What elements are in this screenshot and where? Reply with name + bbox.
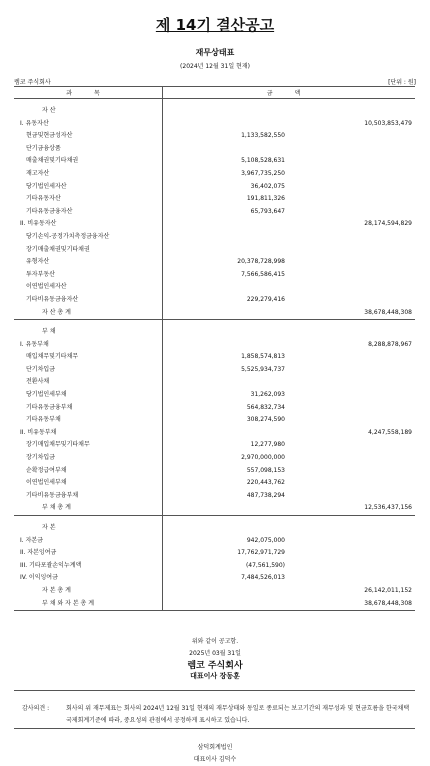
- row-label: 순확정급여부채: [26, 466, 67, 474]
- unit-label: [단위 : 원]: [388, 79, 416, 86]
- total-label: 부 채 총 계: [42, 504, 71, 512]
- audit-ceo: 대표이사 김덕수: [193, 756, 237, 763]
- table-row: [14, 535, 415, 548]
- section-heading: [14, 522, 415, 535]
- total-label: 자 산 총 계: [42, 308, 71, 316]
- footer-company: 렘코 주식회사: [187, 661, 243, 671]
- table-row: [14, 130, 415, 143]
- row-label: I. 유동자산: [20, 119, 49, 127]
- page-title: 제 14기 결산공고: [155, 16, 275, 34]
- row-sub-amount: 1,858,574,813: [241, 353, 285, 361]
- table-row: [14, 168, 415, 181]
- grand-total-row: [14, 598, 415, 611]
- table-row: [14, 118, 415, 131]
- total-value: 38,678,448,308: [364, 308, 412, 316]
- row-label: 당기손익-공정가치측정금융자산: [26, 232, 110, 240]
- row-total-amount: 28,174,594,829: [364, 220, 412, 228]
- grand-total-value: 38,678,448,308: [364, 599, 412, 607]
- row-label: 이연법인세부채: [26, 479, 67, 487]
- row-label: IV. 이익잉여금: [20, 574, 58, 582]
- table-row: [14, 560, 415, 573]
- table-row: [14, 389, 415, 402]
- row-label: I. 자본금: [20, 536, 43, 544]
- table-row: [14, 414, 415, 427]
- assets-section: [14, 99, 415, 320]
- audit-divider-top: [14, 690, 415, 691]
- row-label: 단기금융상품: [26, 144, 61, 152]
- equity-section: [14, 516, 415, 610]
- table-row: [14, 256, 415, 269]
- footer-ceo: 대표이사 장동훈: [190, 672, 240, 680]
- notice-date: 2025년 03월 31일: [189, 650, 241, 657]
- row-label: 투자부동산: [26, 270, 55, 278]
- audit-divider-bottom: [14, 728, 415, 729]
- row-total-amount: 10,503,853,479: [364, 119, 412, 127]
- row-sub-amount: 31,262,093: [250, 391, 285, 399]
- row-label: II. 자본잉여금: [20, 549, 57, 557]
- section-title: 부 채: [42, 328, 56, 336]
- table-header: [14, 87, 415, 99]
- table-row: [14, 206, 415, 219]
- audit-opinion: 회사의 위 재무제표는 회사의 2024년 12월 31일 현재의 재무상태와 동일로 종료되는 보고기간의 재무성과 및 현금흐름을 한국채택국제회계기준에 따라, 중요성의 관점에서 공정하게 표시하고 있습니다.: [66, 705, 410, 724]
- row-sub-amount: 5,108,528,631: [241, 157, 285, 165]
- row-label: 당기법인세자산: [26, 182, 67, 190]
- total-row: [14, 307, 415, 320]
- row-label: 단기차입금: [26, 365, 55, 373]
- row-label: 기타유동금융자산: [26, 207, 73, 215]
- row-total-amount: 4,247,558,189: [368, 428, 412, 436]
- table-row: [14, 155, 415, 168]
- row-label: 장기매입채무및기타채무: [26, 441, 90, 449]
- company-name: 렘코 주식회사: [14, 79, 51, 86]
- notice-text: 위와 같이 공고함.: [191, 638, 239, 645]
- total-row: [14, 585, 415, 598]
- table-row: [14, 294, 415, 307]
- row-sub-amount: 2,970,000,000: [241, 454, 285, 462]
- row-label: 기타비유동금융자산: [26, 295, 79, 303]
- table-row: [14, 218, 415, 231]
- row-label: 기타비유동금융부채: [26, 491, 79, 499]
- row-label: 기타유동금융부채: [26, 403, 73, 411]
- row-label: 현금및현금성자산: [26, 132, 73, 140]
- row-sub-amount: 5,525,934,737: [241, 365, 285, 373]
- table-row: [14, 547, 415, 560]
- header-account: 과 목: [66, 90, 110, 97]
- row-sub-amount: 36,402,075: [250, 182, 285, 190]
- row-label: 전환사채: [26, 378, 50, 386]
- table-row: [14, 465, 415, 478]
- total-label: 자 본 총 계: [42, 586, 71, 594]
- statement-date: (2024년 12월 31일 현재): [180, 63, 250, 70]
- section-title: 자 산: [42, 107, 56, 114]
- table-row: [14, 181, 415, 194]
- row-sub-amount: 3,967,735,250: [241, 169, 285, 177]
- audit-firm: 삼덕회계법인: [197, 744, 233, 751]
- row-sub-amount: 7,566,586,415: [241, 270, 285, 278]
- total-value: 26,142,011,152: [364, 586, 412, 594]
- row-sub-amount: 1,133,582,550: [241, 132, 285, 140]
- row-label: 매출채권및기타채권: [26, 157, 79, 165]
- total-row: [14, 502, 415, 515]
- section-title: 자 본: [42, 524, 56, 531]
- row-label: 장기매출채권및기타채권: [26, 245, 90, 253]
- audit-label: 감사의견 :: [22, 705, 50, 712]
- row-total-amount: 8,288,878,967: [368, 340, 412, 348]
- table-row: [14, 452, 415, 465]
- row-label: 장기차입금: [26, 454, 55, 462]
- table-row: [14, 439, 415, 452]
- liabilities-section: [14, 320, 415, 516]
- balance-sheet-table: [14, 86, 415, 611]
- row-sub-amount: 564,832,734: [246, 403, 285, 411]
- table-row: [14, 339, 415, 352]
- table-row: [14, 351, 415, 364]
- row-sub-amount: 487,738,294: [246, 491, 285, 499]
- table-row: [14, 376, 415, 389]
- table-row: [14, 231, 415, 244]
- statement-title: 재무상태표: [195, 48, 235, 57]
- row-label: II. 비유동부채: [20, 428, 57, 436]
- table-row: [14, 477, 415, 490]
- row-sub-amount: 308,274,590: [246, 416, 285, 424]
- table-row: [14, 244, 415, 257]
- row-sub-amount: (47,561,590): [245, 561, 285, 569]
- row-label: 유형자산: [26, 258, 50, 266]
- table-row: [14, 490, 415, 503]
- row-sub-amount: 7,484,526,013: [241, 574, 285, 582]
- row-sub-amount: 220,443,762: [246, 479, 285, 487]
- table-row: [14, 364, 415, 377]
- row-label: II. 비유동자산: [20, 220, 57, 228]
- row-label: 이연법인세자산: [26, 283, 67, 291]
- section-heading: [14, 326, 415, 339]
- table-row: [14, 572, 415, 585]
- row-label: 매입채무및기타채무: [26, 353, 79, 361]
- row-sub-amount: 17,762,971,729: [237, 549, 285, 557]
- grand-total-label: 부 채 와 자 본 총 계: [42, 599, 95, 607]
- row-label: 재고자산: [26, 169, 50, 177]
- row-label: 기타유동자산: [26, 195, 61, 203]
- row-sub-amount: 942,075,000: [246, 536, 285, 544]
- total-value: 12,536,437,156: [364, 504, 412, 512]
- row-label: 기타유동부채: [26, 416, 61, 424]
- row-label: III. 기타포괄손익누계액: [20, 561, 82, 569]
- table-row: [14, 427, 415, 440]
- row-label: I. 유동부채: [20, 340, 49, 348]
- table-row: [14, 281, 415, 294]
- row-sub-amount: 20,378,728,998: [237, 258, 285, 266]
- row-label: 당기법인세부채: [26, 391, 67, 399]
- section-heading: [14, 105, 415, 118]
- table-row: [14, 269, 415, 282]
- table-row: [14, 143, 415, 156]
- table-row: [14, 193, 415, 206]
- table-row: [14, 402, 415, 415]
- row-sub-amount: 191,811,326: [246, 195, 285, 203]
- header-amount: 금 액: [266, 90, 311, 97]
- row-sub-amount: 65,793,647: [250, 207, 285, 215]
- row-sub-amount: 229,279,416: [246, 295, 285, 303]
- row-sub-amount: 557,098,153: [246, 466, 285, 474]
- row-sub-amount: 12,277,980: [250, 441, 285, 449]
